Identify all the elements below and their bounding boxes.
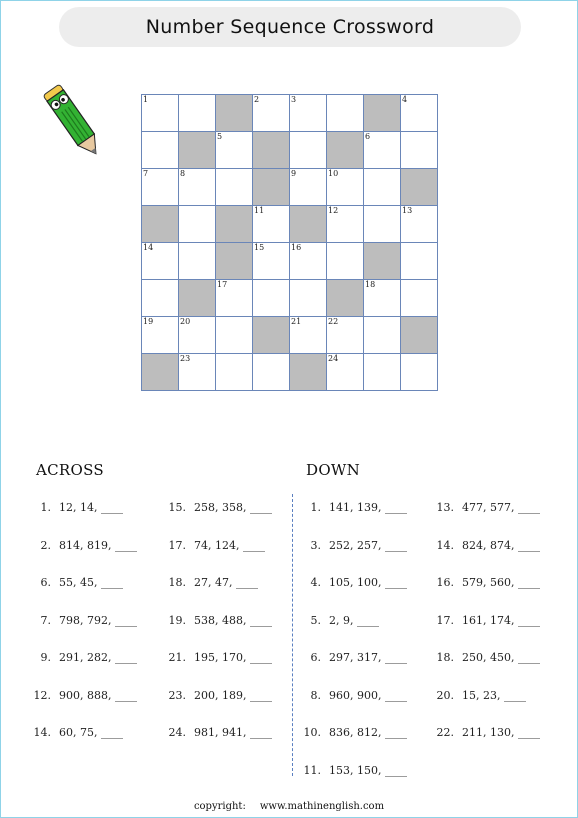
down-clue bbox=[434, 539, 540, 552]
cell-number: 2 bbox=[254, 95, 260, 104]
clue-number: 18. bbox=[436, 651, 454, 664]
cell-number: 16 bbox=[291, 243, 302, 252]
answer-cell[interactable] bbox=[253, 206, 290, 243]
cell-number: 11 bbox=[254, 206, 265, 215]
answer-cell[interactable] bbox=[179, 95, 216, 132]
clue-number: 1. bbox=[310, 501, 321, 514]
clue-text: 798, 792, ____ bbox=[59, 613, 137, 627]
clue-text: 211, 130, ____ bbox=[462, 726, 540, 739]
clue-text: 258, 358, ____ bbox=[194, 501, 272, 514]
clue-number: 18. bbox=[168, 576, 186, 589]
clue-number: 16. bbox=[436, 576, 454, 589]
down-clue bbox=[434, 689, 526, 702]
clue-number: 2. bbox=[40, 538, 51, 552]
clue-text: 153, 150, ____ bbox=[329, 763, 407, 777]
cell-number: 9 bbox=[291, 169, 297, 178]
clue-text: 579, 560, ____ bbox=[462, 576, 540, 589]
down-clue bbox=[434, 614, 540, 627]
down-clue bbox=[434, 501, 540, 514]
answer-cell[interactable] bbox=[401, 243, 438, 280]
answer-cell[interactable] bbox=[290, 280, 327, 317]
clue-number: 8. bbox=[310, 688, 321, 702]
answer-cell[interactable] bbox=[364, 354, 401, 391]
answer-cell[interactable] bbox=[142, 317, 179, 354]
answer-cell[interactable] bbox=[290, 95, 327, 132]
shaded-cell bbox=[142, 206, 179, 243]
across-heading: ACROSS bbox=[36, 461, 104, 479]
answer-cell[interactable] bbox=[216, 317, 253, 354]
clue-number: 5. bbox=[310, 613, 321, 627]
across-clue bbox=[31, 726, 123, 739]
clue-text: 291, 282, ____ bbox=[59, 651, 137, 664]
cell-number: 21 bbox=[291, 317, 302, 326]
answer-cell[interactable] bbox=[401, 280, 438, 317]
clue-number: 21. bbox=[168, 651, 186, 664]
footer bbox=[1, 801, 577, 812]
down-clue bbox=[434, 576, 540, 589]
title-bar bbox=[59, 7, 521, 47]
answer-cell[interactable] bbox=[142, 243, 179, 280]
answer-cell[interactable] bbox=[142, 169, 179, 206]
down-clue bbox=[434, 651, 540, 664]
clue-text: 297, 317, ____ bbox=[329, 651, 407, 664]
clue-text: 836, 812, ____ bbox=[329, 726, 407, 739]
answer-cell[interactable] bbox=[401, 95, 438, 132]
across-clue bbox=[166, 576, 258, 589]
clue-text: 250, 450, ____ bbox=[462, 651, 540, 664]
answer-cell[interactable] bbox=[327, 206, 364, 243]
shaded-cell bbox=[253, 169, 290, 206]
down-clue bbox=[434, 726, 540, 739]
answer-cell[interactable] bbox=[142, 280, 179, 317]
answer-cell[interactable] bbox=[253, 354, 290, 391]
answer-cell[interactable] bbox=[179, 169, 216, 206]
shaded-cell bbox=[253, 317, 290, 354]
across-clue bbox=[166, 501, 272, 514]
clue-number: 9. bbox=[40, 651, 51, 664]
clue-text: 105, 100, ____ bbox=[329, 576, 407, 589]
copyright-site: www.mathinenglish.com bbox=[259, 801, 385, 812]
clue-text: 15, 23, ____ bbox=[462, 688, 526, 702]
across-clue bbox=[31, 689, 137, 702]
clue-text: 981, 941, ____ bbox=[194, 726, 272, 739]
column-divider bbox=[292, 494, 293, 776]
clue-text: 60, 75, ____ bbox=[59, 726, 123, 739]
clue-number: 3. bbox=[310, 538, 321, 552]
clue-number: 7. bbox=[40, 613, 51, 627]
cell-number: 5 bbox=[217, 132, 223, 141]
clue-text: 477, 577, ____ bbox=[462, 501, 540, 514]
down-clue bbox=[301, 764, 407, 777]
cell-number: 13 bbox=[402, 206, 413, 215]
shaded-cell bbox=[179, 132, 216, 169]
clue-text: 74, 124, ____ bbox=[194, 538, 265, 552]
clue-number: 17. bbox=[168, 538, 186, 552]
copyright-label: copyright: bbox=[193, 801, 246, 812]
across-clue bbox=[31, 614, 137, 627]
down-clue bbox=[301, 539, 407, 552]
clue-text: 55, 45, ____ bbox=[59, 576, 123, 589]
answer-cell[interactable] bbox=[253, 243, 290, 280]
cell-number: 12 bbox=[328, 206, 339, 215]
across-clue bbox=[31, 539, 137, 552]
answer-cell[interactable] bbox=[327, 317, 364, 354]
answer-cell[interactable] bbox=[179, 354, 216, 391]
cell-number: 23 bbox=[180, 354, 191, 363]
answer-cell[interactable] bbox=[401, 132, 438, 169]
answer-cell[interactable] bbox=[290, 132, 327, 169]
clue-number: 11. bbox=[303, 763, 321, 777]
across-clue bbox=[166, 726, 272, 739]
clue-number: 19. bbox=[168, 613, 186, 627]
answer-cell[interactable] bbox=[179, 317, 216, 354]
answer-cell[interactable] bbox=[216, 169, 253, 206]
answer-cell[interactable] bbox=[253, 280, 290, 317]
answer-cell[interactable] bbox=[216, 280, 253, 317]
clue-number: 20. bbox=[436, 688, 454, 702]
answer-cell[interactable] bbox=[327, 243, 364, 280]
shaded-cell bbox=[327, 132, 364, 169]
cell-number: 7 bbox=[143, 169, 149, 178]
cell-number: 17 bbox=[217, 280, 228, 289]
across-clue bbox=[166, 689, 272, 702]
shaded-cell bbox=[179, 280, 216, 317]
answer-cell[interactable] bbox=[290, 169, 327, 206]
answer-cell[interactable] bbox=[327, 95, 364, 132]
answer-cell[interactable] bbox=[290, 317, 327, 354]
clue-text: 814, 819, ____ bbox=[59, 538, 137, 552]
shaded-cell bbox=[253, 132, 290, 169]
shaded-cell bbox=[216, 206, 253, 243]
answer-cell[interactable] bbox=[401, 354, 438, 391]
clue-number: 4. bbox=[310, 576, 321, 589]
clue-number: 14. bbox=[436, 538, 454, 552]
clue-number: 10. bbox=[303, 726, 321, 739]
cell-number: 24 bbox=[328, 354, 339, 363]
cell-number: 19 bbox=[143, 317, 154, 326]
answer-cell[interactable] bbox=[179, 243, 216, 280]
down-clue bbox=[301, 689, 407, 702]
clue-number: 17. bbox=[436, 613, 454, 627]
answer-cell[interactable] bbox=[142, 95, 179, 132]
cell-number: 8 bbox=[180, 169, 186, 178]
answer-cell[interactable] bbox=[327, 354, 364, 391]
answer-cell[interactable] bbox=[364, 317, 401, 354]
shaded-cell bbox=[401, 317, 438, 354]
cell-number: 10 bbox=[328, 169, 339, 178]
answer-cell[interactable] bbox=[216, 354, 253, 391]
answer-cell[interactable] bbox=[364, 169, 401, 206]
across-clue bbox=[31, 501, 123, 514]
across-clue bbox=[31, 651, 137, 664]
shaded-cell bbox=[364, 243, 401, 280]
down-clue bbox=[301, 651, 407, 664]
clue-number: 15. bbox=[168, 501, 186, 514]
answer-cell[interactable] bbox=[364, 132, 401, 169]
clue-text: 27, 47, ____ bbox=[194, 576, 258, 589]
down-clue bbox=[301, 576, 407, 589]
answer-cell[interactable] bbox=[179, 206, 216, 243]
cell-number: 4 bbox=[402, 95, 408, 104]
answer-cell[interactable] bbox=[364, 206, 401, 243]
cell-number: 14 bbox=[143, 243, 154, 252]
answer-cell[interactable] bbox=[401, 206, 438, 243]
clue-text: 195, 170, ____ bbox=[194, 651, 272, 664]
clue-text: 252, 257, ____ bbox=[329, 538, 407, 552]
clue-text: 12, 14, ____ bbox=[59, 501, 123, 514]
shaded-cell bbox=[401, 169, 438, 206]
clue-number: 6. bbox=[310, 651, 321, 664]
down-clue bbox=[301, 726, 407, 739]
shaded-cell bbox=[216, 95, 253, 132]
across-clue bbox=[31, 576, 123, 589]
cell-number: 20 bbox=[180, 317, 191, 326]
clue-text: 900, 888, ____ bbox=[59, 688, 137, 702]
clue-number: 14. bbox=[33, 726, 51, 739]
shaded-cell bbox=[290, 354, 327, 391]
answer-cell[interactable] bbox=[327, 169, 364, 206]
shaded-cell bbox=[290, 206, 327, 243]
down-clue bbox=[301, 614, 379, 627]
shaded-cell bbox=[142, 354, 179, 391]
answer-cell[interactable] bbox=[216, 132, 253, 169]
clue-number: 24. bbox=[168, 726, 186, 739]
cell-number: 18 bbox=[365, 280, 376, 289]
clue-text: 161, 174, ____ bbox=[462, 613, 540, 627]
page-title: Number Sequence Crossword bbox=[145, 16, 435, 38]
clue-text: 960, 900, ____ bbox=[329, 688, 407, 702]
clue-text: 141, 139, ____ bbox=[329, 501, 407, 514]
clue-number: 6. bbox=[40, 576, 51, 589]
answer-cell[interactable] bbox=[142, 132, 179, 169]
answer-cell[interactable] bbox=[253, 95, 290, 132]
across-clue bbox=[166, 614, 272, 627]
cell-number: 6 bbox=[365, 132, 371, 141]
clue-text: 824, 874, ____ bbox=[462, 538, 540, 552]
shaded-cell bbox=[216, 243, 253, 280]
cell-number: 1 bbox=[143, 95, 149, 104]
clue-number: 12. bbox=[33, 688, 51, 702]
clue-text: 538, 488, ____ bbox=[194, 613, 272, 627]
cell-number: 15 bbox=[254, 243, 265, 252]
shaded-cell bbox=[327, 280, 364, 317]
across-clue bbox=[166, 651, 272, 664]
answer-cell[interactable] bbox=[364, 280, 401, 317]
pencil-mascot-icon bbox=[41, 75, 111, 165]
shaded-cell bbox=[364, 95, 401, 132]
cell-number: 3 bbox=[291, 95, 297, 104]
clue-text: 200, 189, ____ bbox=[194, 688, 272, 702]
across-clue bbox=[166, 539, 265, 552]
cell-number: 22 bbox=[328, 317, 339, 326]
down-heading: DOWN bbox=[306, 461, 361, 479]
clue-number: 13. bbox=[436, 501, 454, 514]
answer-cell[interactable] bbox=[290, 243, 327, 280]
clue-number: 1. bbox=[40, 501, 51, 514]
clue-text: 2, 9, ____ bbox=[329, 613, 379, 627]
clue-number: 23. bbox=[168, 688, 186, 702]
clue-number: 22. bbox=[436, 726, 454, 739]
down-clue bbox=[301, 501, 407, 514]
crossword-grid bbox=[141, 94, 438, 391]
